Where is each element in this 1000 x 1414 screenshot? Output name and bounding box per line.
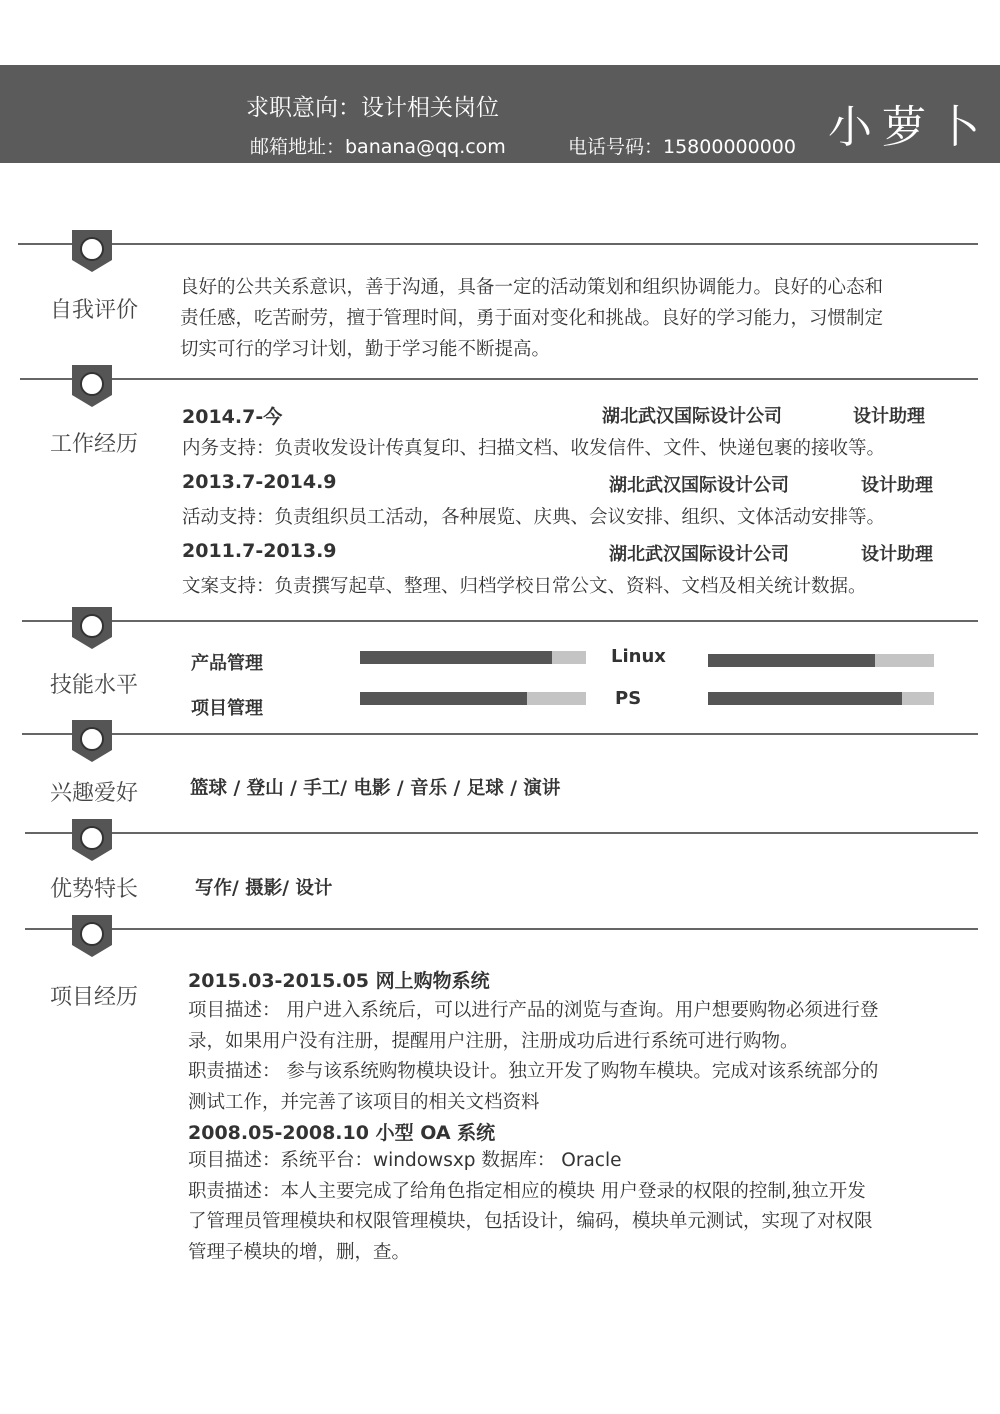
phone-number: 电话号码：15800000000	[568, 136, 796, 158]
project-heading: 2015.03-2015.05 网上购物系统	[188, 970, 490, 992]
project-line: 项目描述：系统平台：windowsxp 数据库： Oracle	[188, 1150, 622, 1171]
section-divider	[25, 832, 978, 834]
header-band	[0, 65, 1000, 163]
candidate-name: 小萝卜	[828, 102, 990, 153]
project-line: 了管理员管理模块和权限管理模块，包括设计，编码，模块单元测试，实现了对权限	[188, 1211, 873, 1232]
section-marker-icon	[72, 365, 112, 407]
job-company: 湖北武汉国际设计公司	[609, 544, 789, 565]
section-title-projects: 项目经历	[49, 985, 138, 1010]
project-heading: 2008.05-2008.10 小型 OA 系统	[188, 1122, 496, 1144]
project-line: 录，如果用户没有注册，提醒用户注册，注册成功后进行系统可进行购物。	[188, 1030, 799, 1052]
section-divider	[22, 620, 978, 622]
project-line: 职责描述：本人主要完成了给角色指定相应的模块 用户登录的权限的控制,独立开发	[188, 1180, 866, 1202]
skill-bar-fill	[360, 651, 552, 664]
section-marker-icon	[72, 819, 112, 861]
section-marker-icon	[72, 720, 112, 762]
job-title: 设计助理	[861, 544, 933, 565]
skill-bar-track	[360, 692, 586, 705]
project-line: 项目描述： 用户进入系统后，可以进行产品的浏览与查询。用户想要购物必须进行登	[188, 1000, 879, 1021]
section-marker-icon	[72, 230, 112, 272]
skill-bar-track	[708, 654, 934, 667]
section-marker-icon	[72, 607, 112, 649]
job-date: 2011.7-2013.9	[182, 540, 337, 562]
hobbies-list: 篮球 / 登山 / 手工/ 电影 / 音乐 / 足球 / 演讲	[190, 778, 561, 799]
skill-name: 产品管理	[191, 653, 263, 674]
job-company: 湖北武汉国际设计公司	[602, 406, 782, 427]
project-details	[188, 996, 968, 1118]
job-description: 文案支持：负责撰写起草、整理、归档学校日常公文、资料、文档及相关统计数据。	[182, 576, 867, 597]
skill-bar-fill	[360, 692, 527, 705]
skill-name: PS	[615, 688, 642, 709]
section-title-skills: 技能水平	[49, 673, 138, 698]
section-title-hobbies: 兴趣爱好	[49, 781, 138, 806]
skill-bar-track	[360, 651, 586, 664]
self-eval-line: 切实可行的学习计划，勤于学习能不断提高。	[180, 339, 551, 360]
job-title: 设计助理	[861, 475, 933, 496]
section-title-work: 工作经历	[49, 432, 138, 457]
job-date: 2013.7-2014.9	[182, 471, 337, 493]
project-line: 管理子模块的增，删，查。	[188, 1241, 411, 1263]
job-description: 内务支持：负责收发设计传真复印、扫描文档、收发信件、文件、快递包裹的接收等。	[182, 438, 886, 459]
self-eval-text	[180, 272, 970, 365]
skill-name: 项目管理	[191, 698, 263, 719]
project-line: 职责描述： 参与该系统购物模块设计。独立开发了购物车模块。完成对该系统部分的	[188, 1061, 879, 1082]
job-title: 设计助理	[853, 406, 925, 427]
email-address: 邮箱地址：banana@qq.com	[250, 136, 506, 158]
job-company: 湖北武汉国际设计公司	[609, 475, 789, 496]
skill-bar-track	[708, 692, 934, 705]
section-divider	[20, 378, 978, 380]
job-objective: 求职意向：设计相关岗位	[246, 95, 499, 121]
job-date: 2014.7-今	[182, 406, 283, 428]
project-details	[188, 1146, 968, 1268]
self-eval-line: 责任感，吃苦耐劳，擅于管理时间，勇于面对变化和挑战。良好的学习能力，习惯制定	[180, 308, 884, 329]
section-marker-icon	[72, 915, 112, 957]
section-divider	[22, 733, 978, 735]
self-eval-line: 良好的公共关系意识，善于沟通，具备一定的活动策划和组织协调能力。良好的心态和	[180, 277, 884, 298]
skill-bar-fill	[708, 654, 875, 667]
section-title-self-eval: 自我评价	[49, 298, 138, 323]
strengths-list: 写作/ 摄影/ 设计	[195, 878, 333, 899]
skill-bar-fill	[708, 692, 902, 705]
section-divider	[18, 243, 978, 245]
job-description: 活动支持：负责组织员工活动，各种展览、庆典、会议安排、组织、文体活动安排等。	[182, 507, 886, 528]
skill-name: Linux	[611, 646, 666, 667]
project-line: 测试工作，并完善了该项目的相关文档资料	[188, 1091, 540, 1113]
section-title-strengths: 优势特长	[49, 877, 138, 902]
section-divider	[25, 928, 978, 930]
